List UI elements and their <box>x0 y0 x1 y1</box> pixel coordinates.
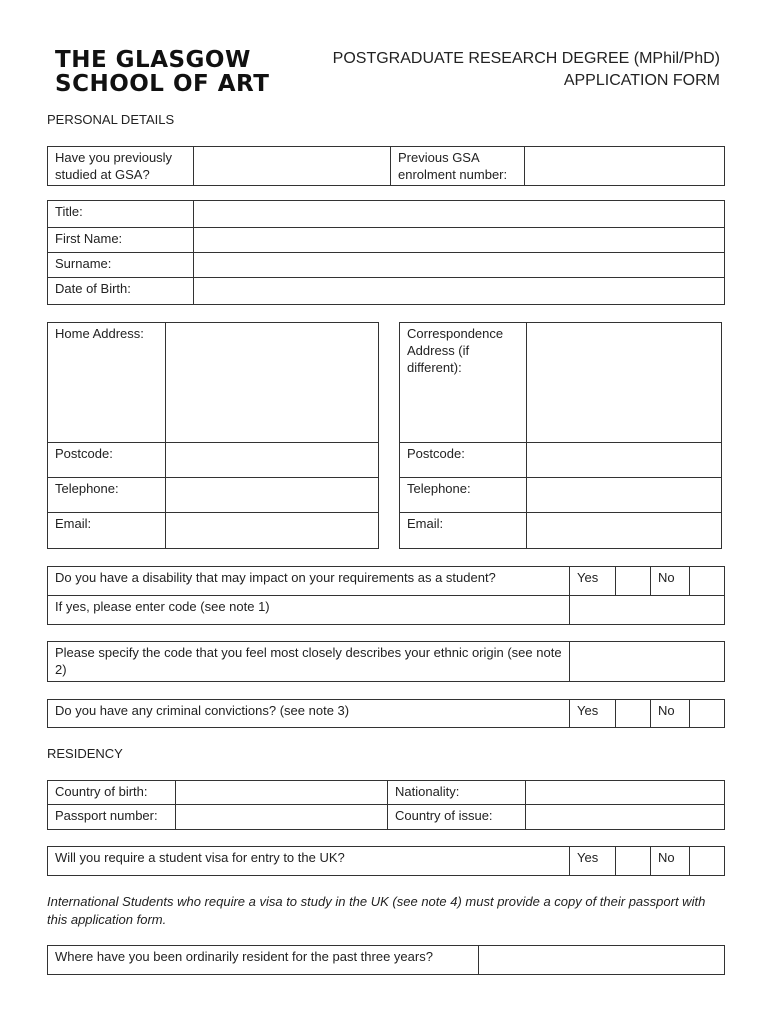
disability-code-field[interactable] <box>570 596 725 625</box>
logo-line-1: THE GLASGOW <box>55 47 251 73</box>
gsa-logo <box>55 48 269 96</box>
passport-number-field[interactable] <box>176 805 388 830</box>
ethnic-origin-question: Please specify the code that you feel most closely describes your ethnic origin (see note 2) <box>48 642 570 682</box>
nationality-label: Nationality: <box>388 781 526 805</box>
home-address-label: Home Address: <box>48 323 166 443</box>
nationality-field[interactable] <box>526 781 725 805</box>
disability-code-label: If yes, please enter code (see note 1) <box>48 596 570 625</box>
disability-yes-box[interactable] <box>616 567 651 596</box>
visa-table <box>47 846 725 876</box>
correspondence-email-field[interactable] <box>527 513 722 549</box>
country-of-birth-field[interactable] <box>176 781 388 805</box>
ethnic-origin-table <box>47 641 725 682</box>
criminal-no-box[interactable] <box>690 700 725 728</box>
first-name-label: First Name: <box>48 228 194 253</box>
passport-number-label: Passport number: <box>48 805 176 830</box>
correspondence-postcode-field[interactable] <box>527 443 722 478</box>
residency-heading: RESIDENCY <box>47 746 123 761</box>
visa-no-box[interactable] <box>690 847 725 876</box>
home-postcode-label: Postcode: <box>48 443 166 478</box>
visa-yes-label: Yes <box>570 847 616 876</box>
previous-study-table <box>47 146 725 186</box>
visa-yes-box[interactable] <box>616 847 651 876</box>
correspondence-address-field[interactable] <box>527 323 722 443</box>
previous-enrolment-field[interactable] <box>525 147 725 186</box>
home-telephone-field[interactable] <box>166 478 379 513</box>
international-students-note: International Students who require a visa to study in the UK (see note 4) must provide a copy of their passport with this application form. <box>47 894 706 927</box>
criminal-yes-box[interactable] <box>616 700 651 728</box>
home-address-table <box>47 322 379 549</box>
correspondence-telephone-label: Telephone: <box>400 478 527 513</box>
ethnic-origin-field[interactable] <box>570 642 725 682</box>
form-title-line-2: APPLICATION FORM <box>563 72 720 89</box>
correspondence-postcode-label: Postcode: <box>400 443 527 478</box>
form-title <box>333 48 720 92</box>
first-name-field[interactable] <box>194 228 725 253</box>
previously-studied-label: Have you previously studied at GSA? <box>48 147 194 186</box>
home-address-field[interactable] <box>166 323 379 443</box>
disability-no-label: No <box>651 567 690 596</box>
home-email-label: Email: <box>48 513 166 549</box>
surname-field[interactable] <box>194 253 725 278</box>
correspondence-telephone-field[interactable] <box>527 478 722 513</box>
dob-label: Date of Birth: <box>48 278 194 305</box>
home-email-field[interactable] <box>166 513 379 549</box>
logo-line-2: SCHOOL OF ART <box>55 71 270 97</box>
home-postcode-field[interactable] <box>166 443 379 478</box>
correspondence-address-table <box>399 322 722 549</box>
disability-table <box>47 566 725 625</box>
criminal-no-label: No <box>651 700 690 728</box>
title-label: Title: <box>48 201 194 228</box>
criminal-convictions-table <box>47 699 725 728</box>
surname-label: Surname: <box>48 253 194 278</box>
name-table <box>47 200 725 305</box>
resident-field[interactable] <box>479 946 725 975</box>
personal-details-heading: PERSONAL DETAILS <box>47 112 175 127</box>
criminal-yes-label: Yes <box>570 700 616 728</box>
disability-no-box[interactable] <box>690 567 725 596</box>
previous-enrolment-label: Previous GSA enrolment number: <box>391 147 525 186</box>
correspondence-address-label: Correspondence Address (if different): <box>400 323 527 443</box>
residency-table <box>47 780 725 830</box>
dob-field[interactable] <box>194 278 725 305</box>
country-of-issue-label: Country of issue: <box>388 805 526 830</box>
residence-table <box>47 945 725 975</box>
previously-studied-field[interactable] <box>194 147 391 186</box>
country-of-issue-field[interactable] <box>526 805 725 830</box>
criminal-convictions-question: Do you have any criminal convictions? (see note 3) <box>48 700 570 728</box>
form-title-line-1: POSTGRADUATE RESEARCH DEGREE (MPhil/PhD) <box>332 50 720 67</box>
title-field[interactable] <box>194 201 725 228</box>
country-of-birth-label: Country of birth: <box>48 781 176 805</box>
resident-question: Where have you been ordinarily resident for the past three years? <box>48 946 479 975</box>
correspondence-email-label: Email: <box>400 513 527 549</box>
visa-no-label: No <box>651 847 690 876</box>
home-telephone-label: Telephone: <box>48 478 166 513</box>
disability-question: Do you have a disability that may impact on your requirements as a student? <box>48 567 570 596</box>
visa-question: Will you require a student visa for entry to the UK? <box>48 847 570 876</box>
disability-yes-label: Yes <box>570 567 616 596</box>
